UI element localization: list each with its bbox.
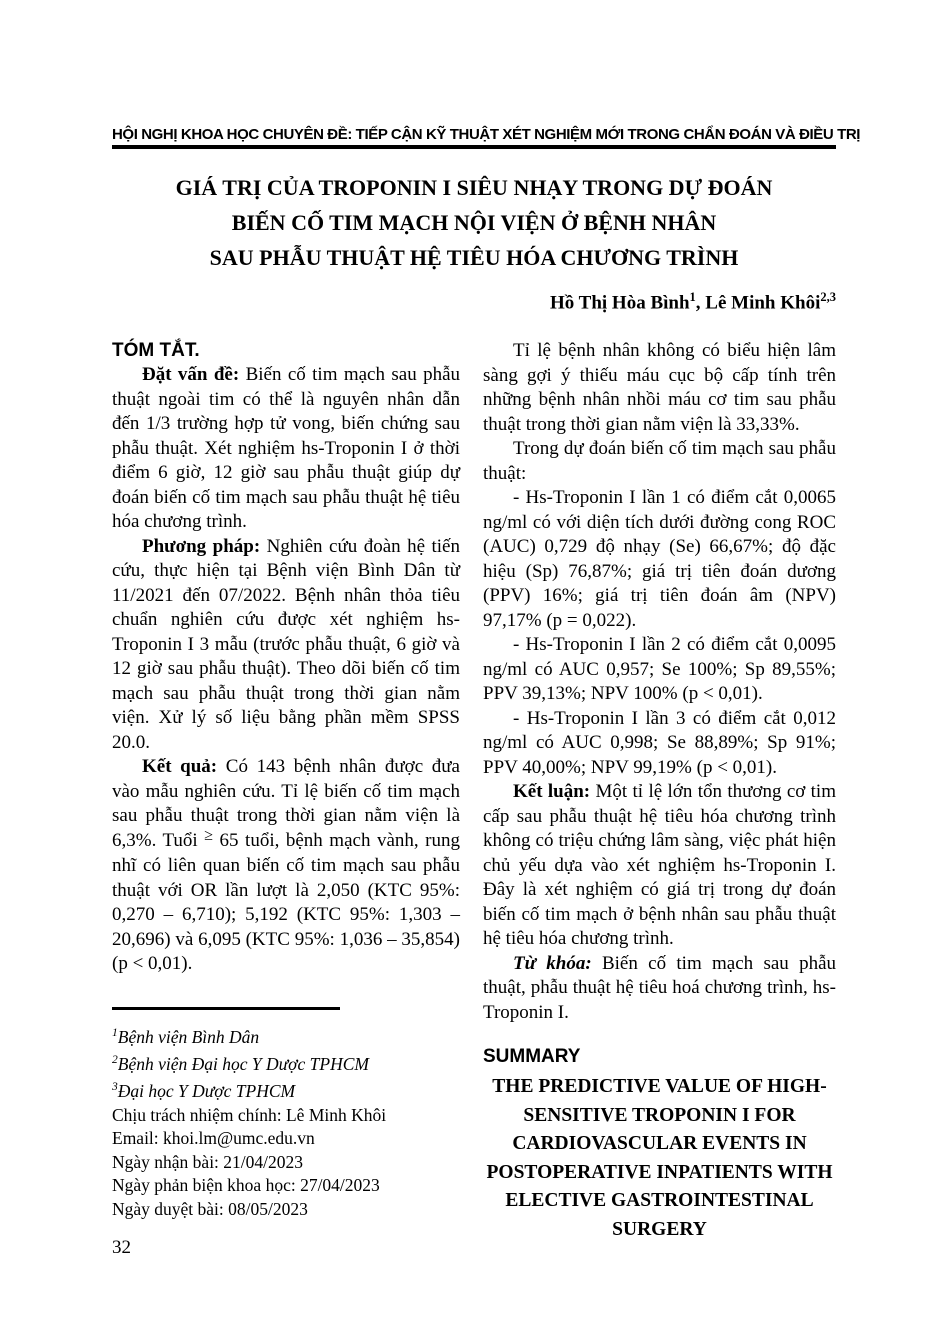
- affiliation-2-marker: 2: [112, 1054, 118, 1067]
- author-separator: ,: [695, 292, 706, 314]
- corresponding-author-line: Chịu trách nhiệm chính: Lê Minh Khôi: [112, 1104, 387, 1125]
- article-title-line-2: BIẾN CỐ TIM MẠCH NỘI VIỆN Ở BỆNH NHÂN: [231, 210, 717, 235]
- methods-text: Nghiên cứu đoàn hệ tiến cứu, thực hiện tại Bệnh viện Bình Dân từ 11/2021 đến 07/2022. Bệnh nhân thỏa tiêu chuẩn nghiên cứu được xét nghiệm hs-Troponin I 3 mẫu (trước phẫu thuật, 6 giờ và 12 giờ sau phẫu thuật). Theo dõi biến cố tim mạch sau phẫu thuật trong thời gian nằm viện. Xử lý số liệu bằng phần mềm SPSS 20.0.: [112, 535, 460, 753]
- email-line: Email: khoi.lm@umc.edu.vn: [112, 1128, 315, 1149]
- background-label: Đặt vấn đề:: [142, 364, 240, 386]
- author-line: [112, 285, 836, 315]
- keywords-text: Biến cố tim mạch sau phẫu thuật, phẫu thuật hệ tiêu hoá chương trình, hs-Troponin I.: [483, 952, 837, 1023]
- english-title-line-2: SENSITIVE TROPONIN I FOR: [523, 1104, 796, 1126]
- summary-section: [483, 1045, 836, 1244]
- results-paragraph-4: - Hs-Troponin I lần 2 có điểm cắt 0,0095 ng/ml có AUC 0,957; Se 100%; Sp 89,55%; PPV 39,13%; NPV 100% (p < 0,01).: [483, 634, 836, 705]
- footnote-separator-rule: [112, 1007, 340, 1010]
- left-column: [112, 339, 460, 1259]
- abstract-heading: TÓM TẮT.: [112, 340, 200, 362]
- keywords-paragraph: [483, 952, 836, 1026]
- results-paragraph-1: Tỉ lệ bệnh nhân không có biểu hiện lâm sàng gợi ý thiếu máu cục bộ cấp tính trên những bệnh nhân nhồi máu cơ tim sau phẫu thuật trong thời gian nằm viện là 33,33%.: [483, 340, 836, 435]
- methods-label: Phương pháp:: [142, 535, 261, 557]
- author-2-name: Lê Minh Khôi: [705, 292, 821, 314]
- author-2-affiliation-marker: 2,3: [820, 290, 836, 304]
- results-paragraph-3: - Hs-Troponin I lần 1 có điểm cắt 0,0065 ng/ml có với diện tích dưới đường cong ROC (AUC) 0,729 độ nhạy (Se) 66,67%; độ đặc hiệu (Sp) 76,87%; giá trị tiên đoán dương (PPV) 16%; giá trị tiên đoán âm (NPV) 97,17% (p = 0,022).: [483, 487, 836, 631]
- conclusion-paragraph: [483, 780, 836, 952]
- results-text-b: 65 tuổi, bệnh mạch vành, rung nhĩ có liên quan biến cố tim mạch sau phẫu thuật với OR lần lượt là 2,050 (KTC 95%: 0,270 – 6,710); 5,192 (KTC 95%: 1,303 – 20,696) và 6,095 (KTC 95%: 1,036 – 35,854) (p < 0,01).: [112, 829, 460, 975]
- conclusion-text: Một tỉ lệ lớn tổn thương cơ tim cấp sau phẫu thuật hệ tiêu hóa chương trình không có triệu chứng lâm sàng, việc phát hiện chủ yếu dựa vào xét nghiệm hs-Troponin I. Đây là xét nghiệm có giá trị trong dự đoán biến cố tim mạch ở bệnh nhân sau phẫu thuật hệ tiêu hóa chương trình.: [483, 781, 836, 950]
- english-title-line-4: POSTOPERATIVE INPATIENTS WITH: [486, 1161, 833, 1183]
- background-text: Biến cố tim mạch sau phẫu thuật ngoài tim có thể là nguyên nhân dẫn đến 1/3 trường hợp tử vong, biến chứng sau phẫu thuật. Xét nghiệm hs-Troponin I ở thời điểm 6 giờ, 12 giờ sau phẫu thuật giúp dự đoán biến cố tim mạch sau phẫu thuật hệ tiêu hóa chương trình.: [112, 364, 461, 533]
- article-title-line-1: GIÁ TRỊ CỦA TROPONIN I SIÊU NHẠY TRONG DỰ ĐOÁN: [175, 175, 773, 200]
- english-title-line-6: SURGERY: [612, 1218, 707, 1240]
- author-1-affiliation-marker: 1: [689, 290, 696, 304]
- results-paragraph-2: Trong dự đoán biến cố tim mạch sau phẫu thuật:: [483, 438, 836, 484]
- article-title-line-3: SAU PHẪU THUẬT HỆ TIÊU HÓA CHƯƠNG TRÌNH: [209, 245, 739, 270]
- affiliation-2-text: Bệnh viện Đại học Y Dược TPHCM: [117, 1053, 369, 1074]
- results-text-a: Có 143 bệnh nhân được đưa vào mẫu nghiên cứu. Tỉ lệ biến cố tim mạch sau phẫu thuật trong thời gian nằm viện là 6,3%. Tuổi: [112, 756, 460, 851]
- affiliation-1-text: Bệnh viện Bình Dân: [117, 1026, 260, 1047]
- affiliation-3-text: Đại học Y Dược TPHCM: [117, 1081, 296, 1102]
- conclusion-label: Kết luận:: [513, 781, 591, 803]
- running-header: [112, 126, 861, 149]
- affiliation-2: [112, 1049, 460, 1076]
- abstract-results-paragraph: [112, 755, 460, 977]
- greater-equal-symbol: ≥: [204, 826, 214, 844]
- english-title-line-3: CARDIOVASCULAR EVENTS IN: [512, 1133, 807, 1155]
- page-number: 32: [112, 1237, 131, 1259]
- two-column-body: [112, 339, 836, 1259]
- results-paragraph-5: - Hs-Troponin I lần 3 có điểm cắt 0,012 ng/ml có AUC 0,998; Se 88,89%; Sp 91%; PPV 40,00%; NPV 99,19% (p < 0,01).: [483, 707, 836, 778]
- author-1-name: Hồ Thị Hòa Bình: [549, 292, 690, 314]
- conference-title: HỘI NGHỊ KHOA HỌC CHUYÊN ĐỀ: TIẾP CẬN KỸ THUẬT XÉT NGHIỆM MỚI TRONG CHẨN ĐOÁN VÀ ĐIỀU TRỊ: [112, 126, 861, 143]
- english-title-line-5: ELECTIVE GASTROINTESTINAL: [505, 1190, 814, 1212]
- abstract-background-paragraph: [112, 363, 460, 535]
- article-title: [112, 170, 836, 275]
- results-label: Kết quả:: [142, 756, 218, 778]
- keywords-label: Từ khóa:: [513, 952, 592, 974]
- affiliation-1-marker: 1: [112, 1026, 118, 1039]
- abstract-methods-paragraph: [112, 535, 460, 756]
- affiliation-3-marker: 3: [112, 1081, 118, 1094]
- english-title-line-1: THE PREDICTIVE VALUE OF HIGH-: [492, 1076, 827, 1098]
- summary-heading: SUMMARY: [483, 1046, 581, 1068]
- accepted-date-line: Ngày duyệt bài: 08/05/2023: [112, 1198, 308, 1219]
- affiliation-1: [112, 1022, 460, 1049]
- english-title: [483, 1073, 836, 1244]
- footnotes-block: [112, 1022, 460, 1221]
- affiliation-3: [112, 1076, 460, 1103]
- right-column: [483, 339, 836, 1259]
- received-date-line: Ngày nhận bài: 21/04/2023: [112, 1151, 304, 1172]
- reviewed-date-line: Ngày phản biện khoa học: 27/04/2023: [112, 1175, 380, 1196]
